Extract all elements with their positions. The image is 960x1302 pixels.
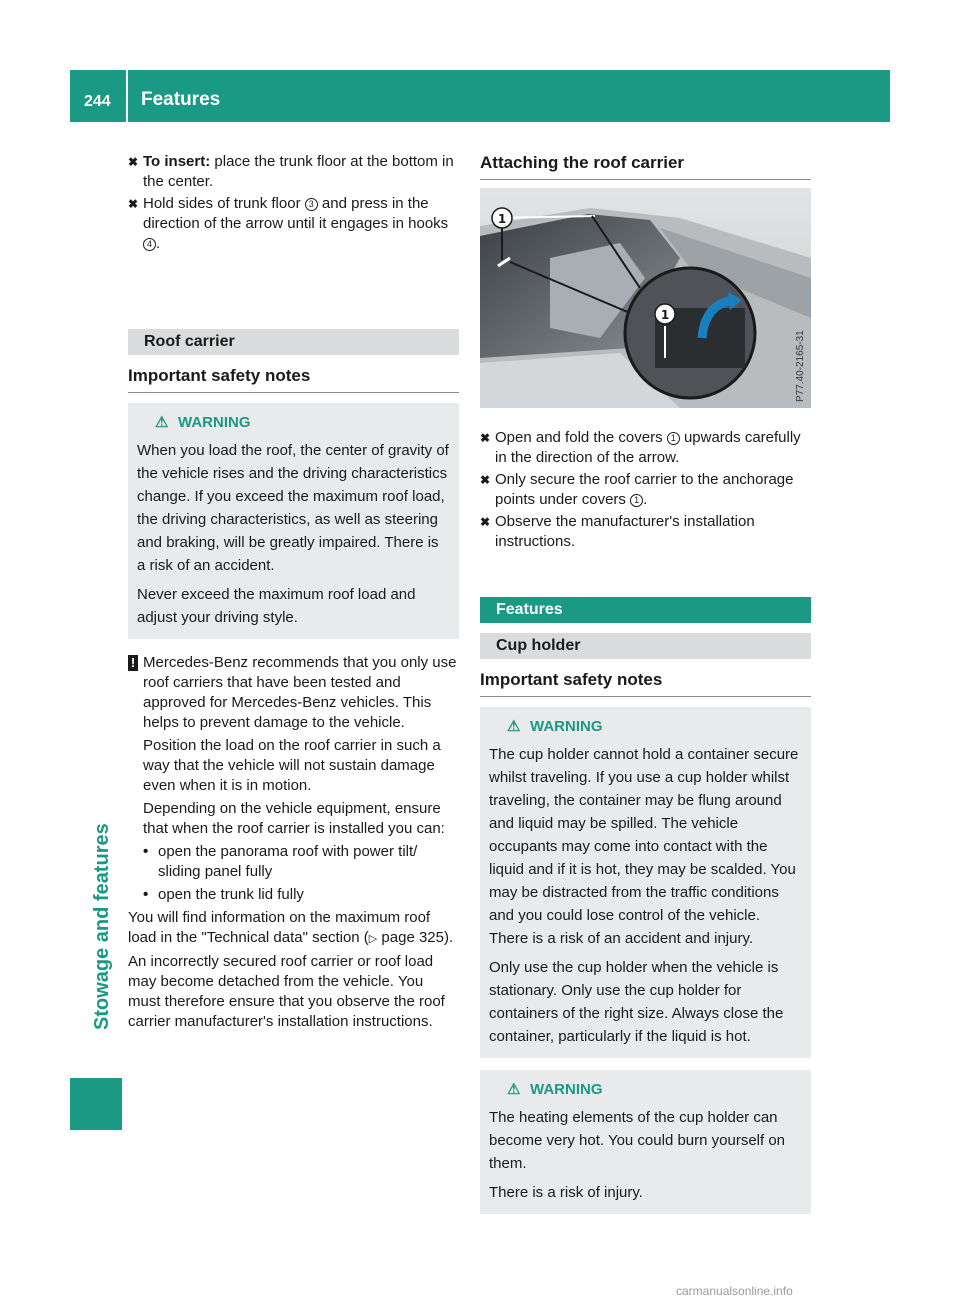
section-title-features: Features (480, 597, 811, 623)
step-insert (128, 152, 459, 192)
step-hold-sides (128, 194, 459, 254)
section-title-roof-carrier: Roof carrier (128, 329, 459, 355)
warning-paragraph: There is a risk of injury. (489, 1184, 643, 1201)
callout-ref: 1 (630, 494, 643, 507)
warning-title (489, 717, 802, 737)
warning-box (480, 1070, 811, 1214)
after-note-text (128, 908, 459, 1032)
step-observe-instructions (480, 512, 811, 552)
callout-ref: 3 (305, 198, 318, 211)
right-column (480, 152, 811, 1214)
warning-title (137, 413, 450, 433)
paragraph-text: You will find information on the maximum roof load in the "Technical data" section ( (128, 909, 431, 946)
warning-paragraph: Never exceed the maximum roof load and adjust your driving style. (137, 586, 416, 626)
warning-title-text: WARNING (530, 1081, 603, 1098)
paragraph (128, 908, 459, 949)
watermark: carmanualsonline.info (676, 1284, 793, 1298)
step-arrow-icon: ✖ (480, 515, 491, 529)
car-roof-drawing (480, 188, 811, 408)
step-text: Observe the manufacturer's installation instructions. (495, 513, 755, 550)
page-ref-link[interactable]: page 325). (377, 929, 454, 946)
note-paragraph: Depending on the vehicle equipment, ensure that when the roof carrier is installed you can: (143, 800, 445, 837)
bullet-text: open the trunk lid fully (158, 886, 304, 903)
subheading-attaching-roof-carrier: Attaching the roof carrier (480, 152, 811, 180)
step-text: upwards carefully in the direction of the arrow. (495, 429, 801, 466)
step-text: . (643, 491, 648, 508)
step-text: Only secure the roof carrier to the anchorage points under covers (495, 471, 794, 508)
figure-code (795, 322, 807, 402)
callout-label: 1 (660, 308, 670, 322)
callout-label: 1 (497, 212, 507, 226)
warning-triangle-icon: ⚠ (507, 1081, 521, 1098)
list-item (143, 885, 459, 905)
bullet-icon: • (143, 843, 149, 860)
warning-paragraph: The cup holder cannot hold a container secure whilst traveling. If you use a cup holder whilst traveling, the container may be flung around and liquid may be spilled. The vehicle occupants may come into contact with the liquid and if it is hot, they may be scalded. You may be distracted from the traffic conditions and you could lose control of the vehicle. There is a risk of an accident and injury. (489, 746, 799, 947)
page-number: 244 (84, 93, 111, 110)
paragraph: An incorrectly secured roof carrier or roof load may become detached from the vehicle. You must therefore ensure that you observe the roof carrier manufacturer's installation instructions. (128, 953, 445, 1030)
page-title: Features (141, 89, 221, 110)
step-text: Hold sides of trunk floor (143, 195, 305, 212)
callout-ref: 1 (667, 432, 680, 445)
attach-steps (480, 428, 811, 552)
warning-box (480, 707, 811, 1058)
note-paragraph: Mercedes-Benz recommends that you only use roof carriers that have been tested and approved for Mercedes-Benz vehicles. This helps to prevent damage to the vehicle. (143, 654, 457, 731)
step-secure-carrier (480, 470, 811, 510)
section-title-cup-holder: Cup holder (480, 633, 811, 659)
left-column (128, 152, 459, 1035)
side-tab-block (70, 1078, 122, 1130)
note-block (128, 653, 459, 839)
step-arrow-icon: ✖ (128, 197, 139, 211)
bullet-text: open the panorama roof with power tilt/ sliding panel fully (158, 843, 418, 880)
step-text: . (156, 235, 161, 252)
subheading-safety-notes: Important safety notes (128, 365, 459, 393)
header-divider (126, 70, 128, 122)
warning-box (128, 403, 459, 639)
step-arrow-icon: ✖ (480, 473, 491, 487)
step-text: place the trunk floor at the bottom in the center. (143, 153, 454, 190)
warning-paragraph: The heating elements of the cup holder can become very hot. You could burn yourself on them. (489, 1109, 786, 1172)
step-text: Open and fold the covers (495, 429, 667, 446)
callout-ref: 4 (143, 238, 156, 251)
step-text: and press in the direction of the arrow until it engages in hooks (143, 195, 449, 232)
step-arrow-icon: ✖ (128, 155, 139, 169)
note-paragraph: Position the load on the roof carrier in such a way that the vehicle will not sustain damage even when it is in motion. (143, 737, 441, 794)
page-ref-arrow-icon: ▷ (368, 933, 378, 945)
step-open-covers (480, 428, 811, 468)
warning-triangle-icon: ⚠ (155, 414, 169, 431)
step-arrow-icon: ✖ (480, 431, 491, 445)
side-tab-label: Stowage and features (91, 823, 113, 1030)
warning-triangle-icon: ⚠ (507, 718, 521, 735)
bullet-icon: • (143, 886, 149, 903)
warning-title (489, 1080, 802, 1100)
roof-carrier-illustration (480, 188, 811, 408)
warning-title-text: WARNING (178, 414, 251, 431)
warning-paragraph: Only use the cup holder when the vehicle is stationary. Only use the cup holder for containers of the right size. Always close the container, particularly if the liquid is hot. (489, 959, 784, 1045)
warning-paragraph: When you load the roof, the center of gravity of the vehicle rises and the driving characteristics change. If you exceed the maximum roof load, the driving characteristics, as well as steering and braking, will be greatly impaired. There is a risk of an accident. (137, 442, 449, 574)
figure-code-text: P77.40-2165-31 (795, 330, 806, 402)
warning-title-text: WARNING (530, 718, 603, 735)
exclamation-icon: ! (128, 655, 138, 671)
step-bold-label: To insert: (143, 153, 211, 170)
subheading-safety-notes-2: Important safety notes (480, 669, 811, 697)
list-item (143, 842, 459, 882)
